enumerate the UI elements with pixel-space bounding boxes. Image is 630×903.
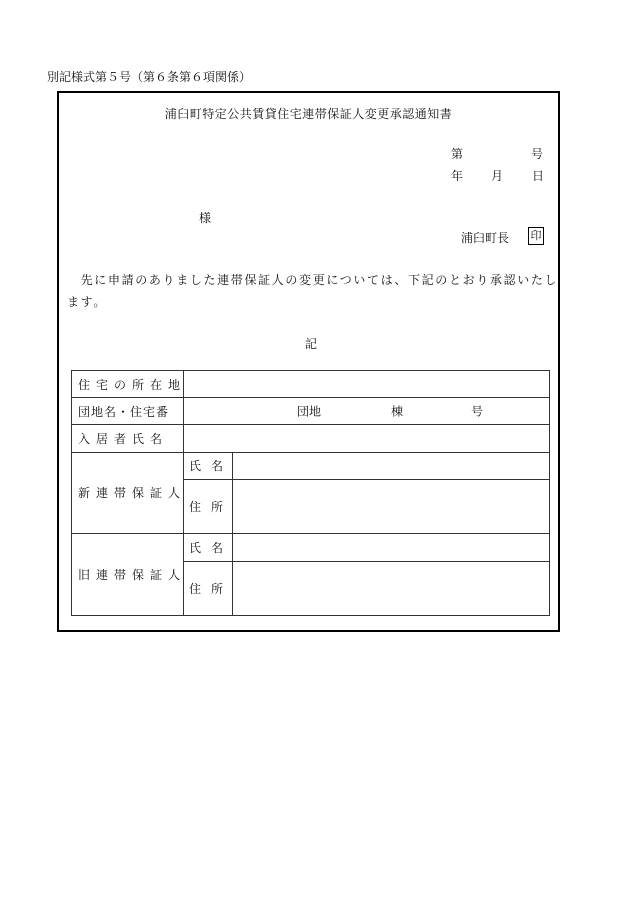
label-old-guarantor: 旧連帯保証人 — [72, 534, 184, 616]
value-house-address[interactable] — [184, 371, 550, 398]
label-new-guarantor: 新連帯保証人 — [72, 452, 184, 534]
body-text-line1: 先に申請のありました連帯保証人の変更については、下記のとおり承認いたし — [67, 273, 559, 287]
number-unit: 号 — [471, 404, 484, 419]
notice-frame — [57, 91, 560, 632]
note-heading: 記 — [305, 337, 318, 351]
table-row — [72, 452, 550, 479]
date-year: 年 — [451, 169, 464, 183]
date-day: 日 — [532, 169, 545, 183]
building-unit: 棟 — [391, 404, 404, 419]
label-new-guarantor-name: 氏名 — [184, 452, 233, 479]
label-resident-name: 入居者氏名 — [72, 425, 184, 452]
date-month: 月 — [491, 169, 504, 183]
label-old-guarantor-address: 住所 — [184, 561, 233, 615]
value-complex-number[interactable] — [184, 398, 550, 425]
value-resident-name[interactable] — [184, 425, 550, 452]
detail-table — [71, 370, 550, 616]
table-row — [72, 425, 550, 452]
label-house-address: 住宅の所在地 — [72, 371, 184, 398]
seal-stamp: 印 — [528, 227, 544, 245]
recipient-suffix: 様 — [199, 211, 212, 225]
issuer-name: 浦臼町長 — [461, 231, 510, 245]
label-old-guarantor-name: 氏名 — [184, 534, 233, 561]
table-row — [72, 398, 550, 425]
table-row — [72, 371, 550, 398]
label-complex-number: 団地名・住宅番 — [72, 398, 184, 425]
number-suffix: 号 — [531, 147, 544, 161]
body-text-line2: ます。 — [67, 295, 107, 309]
label-new-guarantor-address: 住所 — [184, 479, 233, 533]
value-old-guarantor-address[interactable] — [233, 561, 550, 615]
value-new-guarantor-address[interactable] — [233, 479, 550, 533]
value-old-guarantor-name[interactable] — [233, 534, 550, 561]
number-prefix: 第 — [451, 147, 464, 161]
complex-unit: 団地 — [297, 404, 322, 419]
table-row — [72, 534, 550, 561]
form-caption: 別記様式第５号（第６条第６項関係） — [47, 70, 252, 84]
document-title: 浦臼町特定公共賃貸住宅連帯保証人変更承認通知書 — [164, 107, 453, 121]
value-new-guarantor-name[interactable] — [233, 452, 550, 479]
